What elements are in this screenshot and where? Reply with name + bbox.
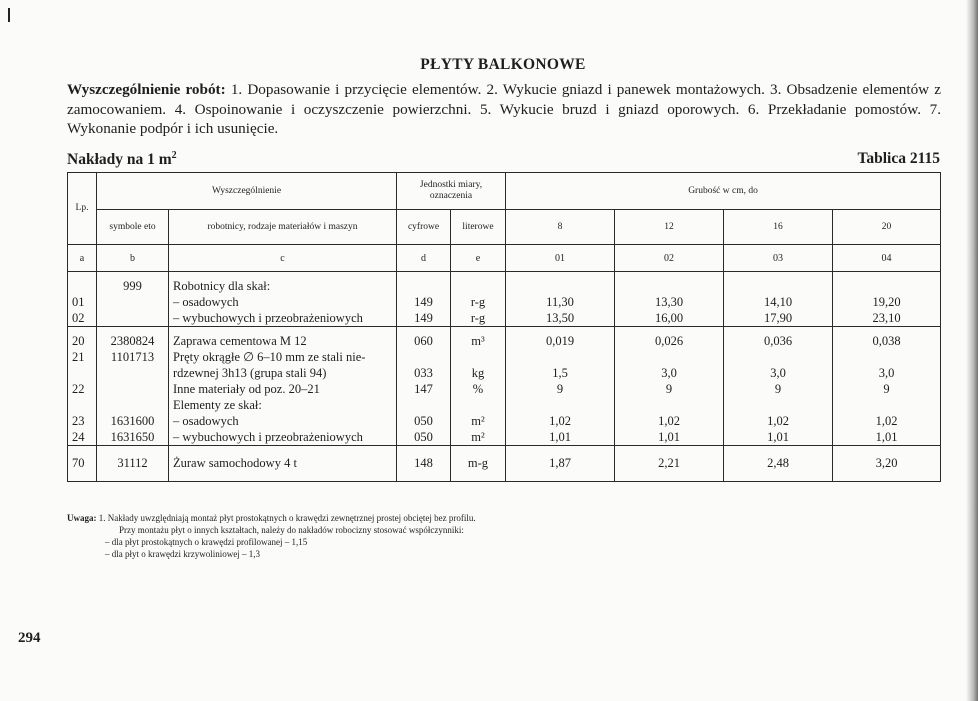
header-symbole: symbole eto xyxy=(97,210,169,245)
lp-value: 22 xyxy=(72,382,85,396)
cell-value-12: 2,21 xyxy=(615,446,724,482)
spec-text: 1. Dopasowanie i przycięcie elementów. 2. Wykucie gniazd i panewek montażowych. 3. Obsadzenie elementów z zamocowaniem. 4. Ospoinowanie i oczyszczenie powierzchni. 5. Wykucie bruzd i gniazd oporowych. 6. Przekładanie pomostów. 7. Wykonanie podpór i ich usunięcie. xyxy=(67,81,942,137)
value: 0,026 xyxy=(654,334,684,348)
table-row-group-labour xyxy=(68,272,941,327)
lp-value xyxy=(72,278,92,294)
unit-symbol xyxy=(455,349,501,365)
cell-cyfrowe xyxy=(397,327,451,446)
unit-code xyxy=(401,397,446,413)
header-grubosc: Grubość w cm, do xyxy=(506,173,941,210)
lp-value: 23 xyxy=(72,414,85,428)
column-letter: e xyxy=(451,245,506,272)
description-line: Robotnicy dla skał: xyxy=(173,279,271,293)
symbol-value: 1631600 xyxy=(110,414,155,428)
header-thickness-12: 12 xyxy=(615,210,724,245)
value: 3,0 xyxy=(661,366,677,380)
lp-value: 02 xyxy=(72,311,85,325)
unit-symbol: r-g xyxy=(470,311,486,325)
value: 0,038 xyxy=(872,334,901,348)
note-line-4: – dla płyt o krawędzi krzywoliniowej – 1,3 xyxy=(105,549,260,559)
cell-symbol xyxy=(97,272,169,327)
column-letter: 01 xyxy=(506,245,615,272)
value: 16,00 xyxy=(654,311,684,325)
value xyxy=(728,397,828,413)
cell-literowe xyxy=(451,327,506,446)
table-row-group-materials xyxy=(68,327,941,446)
value xyxy=(837,397,936,413)
norms-heading xyxy=(67,150,177,169)
page-number: 294 xyxy=(18,630,41,646)
note-line-2: Przy montażu płyt o innych kształtach, należy do nakładów robocizny stosować współczynniki: xyxy=(119,525,464,535)
value xyxy=(837,349,936,365)
value xyxy=(837,278,936,294)
cell-literowe: m-g xyxy=(451,446,506,482)
unit-symbol: r-g xyxy=(470,295,486,309)
spec-label: Wyszczególnienie robót: xyxy=(67,81,226,98)
unit-code: 149 xyxy=(414,295,433,309)
description-line: Elementy ze skał: xyxy=(173,398,262,412)
cell-cyfrowe: 148 xyxy=(397,446,451,482)
cell-value-20 xyxy=(833,327,941,446)
cell-value-16 xyxy=(724,272,833,327)
description-line: – osadowych xyxy=(173,295,239,309)
column-letter: b xyxy=(97,245,169,272)
value: 19,20 xyxy=(872,295,901,309)
cell-value-16 xyxy=(724,327,833,446)
value: 1,02 xyxy=(549,414,571,428)
value: 9 xyxy=(556,382,564,396)
cell-value-8 xyxy=(506,272,615,327)
unit-symbol: m² xyxy=(471,430,485,444)
value: 1,02 xyxy=(875,414,898,428)
unit-symbol xyxy=(455,278,501,294)
work-specification xyxy=(67,80,941,139)
value: 1,01 xyxy=(767,430,789,444)
note-label: Uwaga: xyxy=(67,513,97,523)
value: 9 xyxy=(774,382,782,396)
note-line-3: – dla płyt prostokątnych o krawędzi profilowanej – 1,15 xyxy=(105,537,308,547)
cell-value-12 xyxy=(615,272,724,327)
description-line: – wybuchowych i przeobrażeniowych xyxy=(173,311,363,325)
value xyxy=(510,278,610,294)
cell-value-12 xyxy=(615,327,724,446)
cell-description: Żuraw samochodowy 4 t xyxy=(169,446,397,482)
header-wyszczegolnienie: Wyszczególnienie xyxy=(97,173,397,210)
value: 17,90 xyxy=(763,311,793,325)
unit-symbol: % xyxy=(472,382,484,396)
cell-description xyxy=(169,272,397,327)
value xyxy=(728,349,828,365)
unit-code: 147 xyxy=(414,382,433,396)
value: 1,5 xyxy=(552,366,568,380)
description-line: Inne materiały od poz. 20–21 xyxy=(173,382,320,396)
symbol-value xyxy=(101,365,164,381)
column-letter: c xyxy=(169,245,397,272)
table-id: Tablica 2115 xyxy=(857,150,940,167)
cell-value-8 xyxy=(506,327,615,446)
page-edge-mark xyxy=(8,8,10,22)
cell-value-20 xyxy=(833,272,941,327)
value: 1,01 xyxy=(549,430,571,444)
value: 1,02 xyxy=(658,414,680,428)
unit-code: 033 xyxy=(414,366,433,380)
cell-cyfrowe xyxy=(397,272,451,327)
unit-code: 050 xyxy=(414,430,433,444)
value: 23,10 xyxy=(872,311,901,325)
header-robotnicy: robotnicy, rodzaje materiałów i maszyn xyxy=(169,210,397,245)
unit-code xyxy=(401,349,446,365)
lp-value: 24 xyxy=(72,430,85,444)
header-literowe: literowe xyxy=(451,210,506,245)
norms-heading-text: Nakłady na 1 m xyxy=(67,151,172,169)
cell-value-8: 1,87 xyxy=(506,446,615,482)
column-letter: 03 xyxy=(724,245,833,272)
value xyxy=(510,397,610,413)
description-line: – osadowych xyxy=(173,414,239,428)
cell-symbol xyxy=(97,327,169,446)
column-letter: a xyxy=(68,245,97,272)
symbol-value: 999 xyxy=(123,279,142,293)
description-line: rdzewnej 3h13 (grupa stali 94) xyxy=(173,366,327,380)
header-thickness-20: 20 xyxy=(833,210,941,245)
description-line: – wybuchowych i przeobrażeniowych xyxy=(173,430,363,444)
header-lp: Lp. xyxy=(68,173,97,245)
cell-value-16: 2,48 xyxy=(724,446,833,482)
unit-code: 050 xyxy=(414,414,433,428)
value: 1,02 xyxy=(767,414,789,428)
table-note xyxy=(67,512,887,560)
symbol-value: 1631650 xyxy=(110,430,155,444)
symbol-value: 1101713 xyxy=(110,350,155,364)
header-jednostki: Jednostki miary, oznaczenia xyxy=(397,173,506,210)
column-letter-row xyxy=(68,245,941,272)
lp-value: 20 xyxy=(72,334,85,348)
unit-symbol: m² xyxy=(471,414,485,428)
column-letter: 04 xyxy=(833,245,941,272)
table-row-group-equipment xyxy=(68,446,941,482)
lp-value xyxy=(72,365,92,381)
norms-heading-sup: 2 xyxy=(171,150,177,161)
value xyxy=(510,349,610,365)
lp-value xyxy=(72,397,92,413)
symbol-value xyxy=(101,397,164,413)
value xyxy=(728,278,828,294)
value: 0,019 xyxy=(545,334,575,348)
column-letter: 02 xyxy=(615,245,724,272)
unit-code xyxy=(401,278,446,294)
column-letter: d xyxy=(397,245,451,272)
value: 0,036 xyxy=(763,334,793,348)
page-title: PŁYTY BALKONOWE xyxy=(420,56,586,73)
unit-symbol xyxy=(455,397,501,413)
value: 3,0 xyxy=(770,366,786,380)
description-line: Zaprawa cementowa M 12 xyxy=(173,334,307,348)
cell-lp: 70 xyxy=(68,446,97,482)
description-line: Pręty okrągłe ∅ 6–10 mm ze stali nie- xyxy=(173,350,366,364)
value: 13,30 xyxy=(654,295,684,309)
note-line-1 xyxy=(67,512,887,524)
cell-lp xyxy=(68,272,97,327)
note-text: 1. Nakłady uwzględniają montaż płyt prostokątnych o krawędzi zewnętrznej prostej obciętej bez profilu. xyxy=(98,513,476,523)
header-thickness-8: 8 xyxy=(506,210,615,245)
symbol-value: 2380824 xyxy=(110,334,155,348)
unit-code: 060 xyxy=(414,334,433,348)
unit-code: 149 xyxy=(414,311,433,325)
unit-symbol: m³ xyxy=(471,334,485,348)
header-cyfrowe: cyfrowe xyxy=(397,210,451,245)
cell-literowe xyxy=(451,272,506,327)
value: 9 xyxy=(665,382,673,396)
value: 3,0 xyxy=(878,366,895,380)
cell-lp xyxy=(68,327,97,446)
page-gutter-shadow xyxy=(966,0,978,701)
value xyxy=(619,349,719,365)
norms-table xyxy=(67,172,941,482)
value: 11,30 xyxy=(546,295,574,309)
lp-value: 01 xyxy=(72,295,85,309)
lp-value: 21 xyxy=(72,350,85,364)
value xyxy=(619,397,719,413)
header-thickness-16: 16 xyxy=(724,210,833,245)
value: 9 xyxy=(883,382,890,396)
value: 13,50 xyxy=(545,311,575,325)
value: 14,10 xyxy=(763,295,793,309)
value: 1,01 xyxy=(658,430,680,444)
cell-symbol: 31112 xyxy=(97,446,169,482)
cell-description xyxy=(169,327,397,446)
value xyxy=(619,278,719,294)
cell-value-20: 3,20 xyxy=(833,446,941,482)
unit-symbol: kg xyxy=(471,366,485,380)
value: 1,01 xyxy=(875,430,898,444)
symbol-value xyxy=(101,381,164,397)
